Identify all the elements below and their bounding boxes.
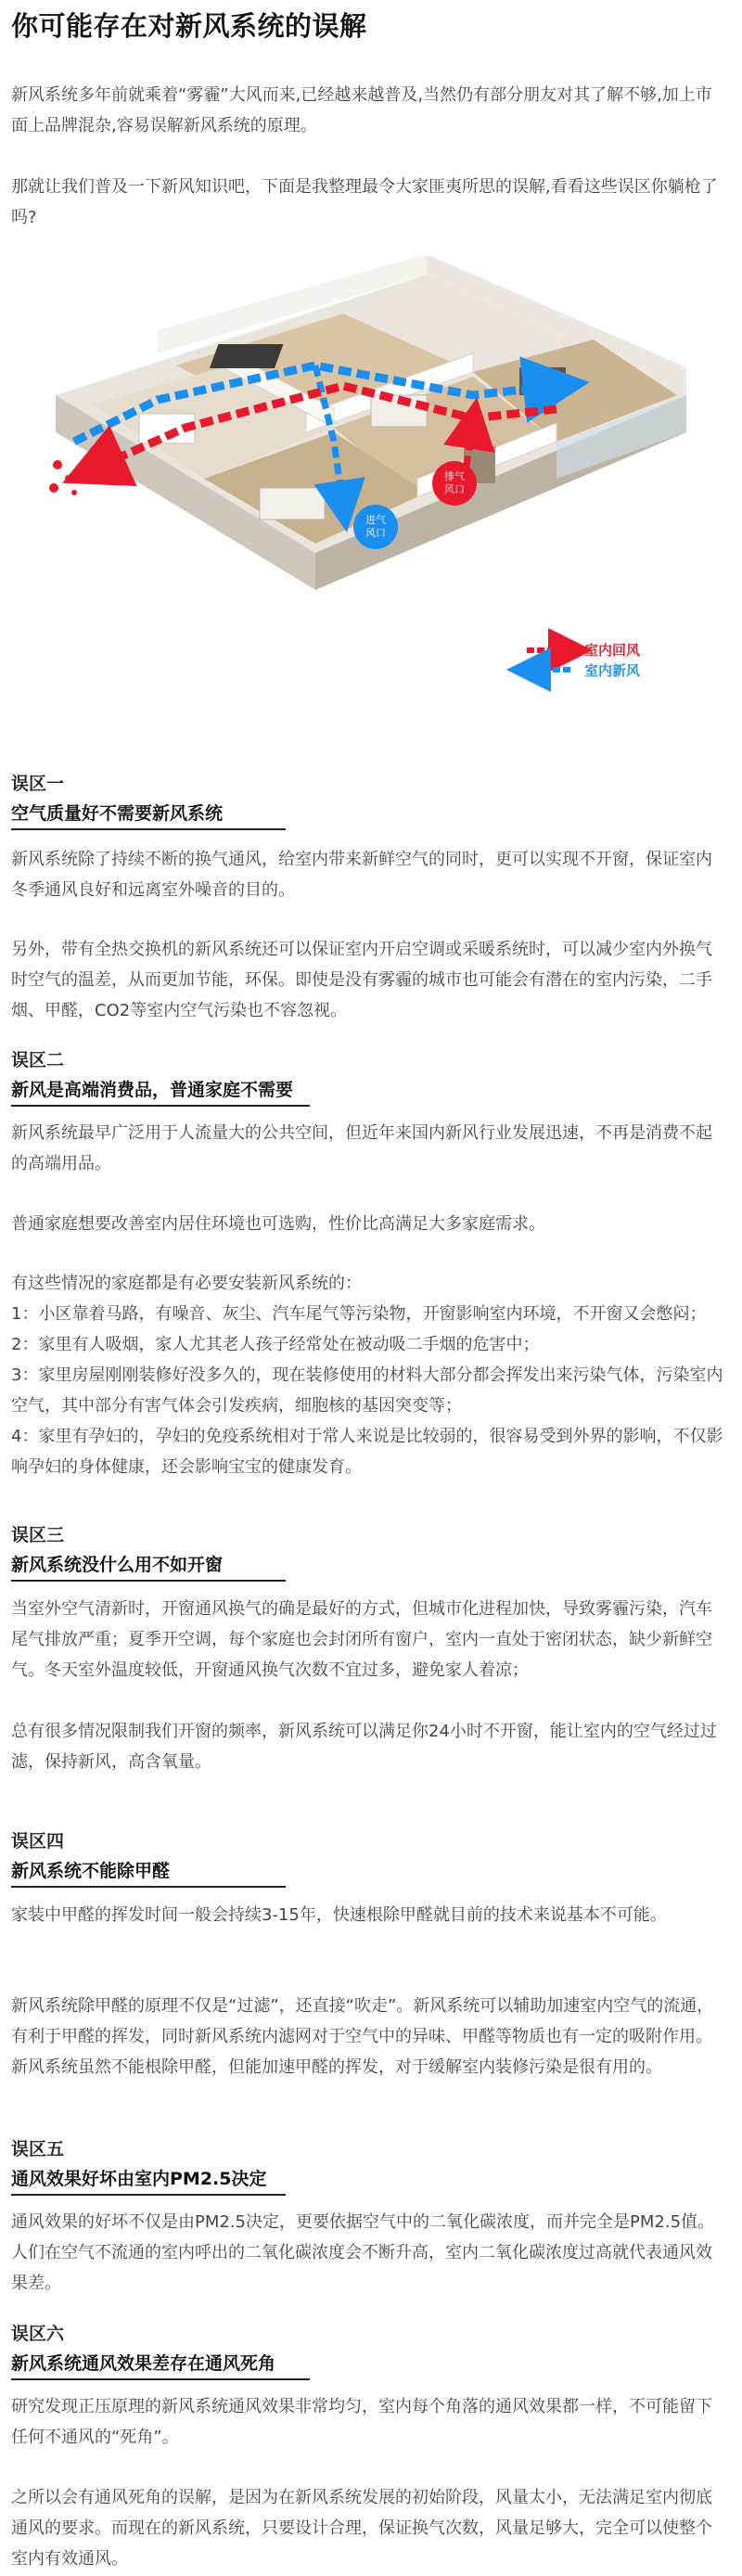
legend-fresh-air: 室内新风 xyxy=(584,662,641,679)
heading-underline xyxy=(11,828,286,830)
section-paragraph: 通风效果的好坏不仅是由PM2.5决定，更要依据空气中的二氧化碳浓度，而并完全是PM2.5值。人们在空气不流通的室内呼出的二氧化碳浓度会不断升高，室内二氧化碳浓度过高就代表通风效果差。 xyxy=(11,2212,715,2293)
section-label: 误区四 xyxy=(11,1831,65,1852)
section-heading: 新风系统通风效果差存在通风死角 xyxy=(11,2353,276,2374)
section-paragraph: 另外，带有全热交换机的新风系统还可以保证室内开启空调或采暖系统时，可以减少室内外换气时空气的温差，从而更加节能，环保。即使是没有雾霾的城市也可能会有潜在的室内污染，二手烟、甲醛，CO2等室内空气污染也不容忽视。 xyxy=(11,940,712,1020)
section-label: 误区三 xyxy=(11,1525,65,1545)
fresh-air-system-illustration xyxy=(37,256,705,692)
section-paragraph: 新风系统最早广泛用于人流量大的公共空间，但近年来国内新风行业发展迅速，不再是消费不起的高端用品。 xyxy=(11,1123,712,1173)
section-heading: 新风系统不能除甲醛 xyxy=(11,1861,171,1881)
heading-underline xyxy=(11,1105,310,1107)
intake-vent-label-line1: 进气 xyxy=(365,514,386,526)
legend-return-air: 室内回风 xyxy=(584,642,641,659)
section-heading: 新风系统没什么用不如开窗 xyxy=(11,1555,224,1575)
section-paragraph: 新风系统除了持续不断的换气通风，给室内带来新鲜空气的同时，更可以实现不开窗，保证室内冬季通风良好和远离室外噪音的目的。 xyxy=(11,850,712,900)
section-label: 误区六 xyxy=(11,2324,65,2344)
section-heading: 新风是高端消费品，普通家庭不需要 xyxy=(11,1080,294,1100)
section-heading: 通风效果好坏由室内PM2.5决定 xyxy=(11,2169,267,2189)
section-paragraph: 研究发现正压原理的新风系统通风效果非常均匀，室内每个角落的通风效果都一样，不可能留下任何不通风的“死角”。 xyxy=(11,2397,712,2447)
heading-underline xyxy=(11,2378,310,2380)
exhaust-vent-label-line1: 排气 xyxy=(444,470,465,482)
section-paragraph: 新风系统除甲醛的原理不仅是“过滤”，还直接“吹走”。新风系统可以辅助加速室内空气的流通，有利于甲醛的挥发，同时新风系统内滤网对于空气中的异味、甲醛等物质也有一定的吸附作用。新风系统虽然不能根除甲醛，但能加速甲醛的挥发，对于缓解室内装修污染是很有用的。 xyxy=(11,1996,714,2077)
section-paragraph: 普通家庭想要改善室内居住环境也可选购，性价比高满足大多家庭需求。 xyxy=(11,1214,545,1234)
intro-paragraph: 新风系统多年前就乘着“雾霾”大风而来,已经越来越普及,当然仍有部分朋友对其了解不够,加上市面上品牌混杂,容易误解新风系统的原理。 xyxy=(11,85,712,135)
page-title: 你可能存在对新风系统的误解 xyxy=(11,10,367,42)
heading-underline xyxy=(11,1886,286,1888)
section-paragraph: 当室外空气清新时，开窗通风换气的确是最好的方式，但城市化进程加快，导致雾霾污染，汽车尾气排放严重；夏季开空调，每个家庭也会封闭所有窗户，室内一直处于密闭状态，缺少新鲜空气。冬天室外温度较低，开窗通风换气次数不宜过多，避免家人着凉； xyxy=(11,1599,712,1680)
section-paragraph: 之所以会有通风死角的误解，是因为在新风系统发展的初始阶段，风量太小，无法满足室内彻底通风的要求。而现在的新风系统，只要设计合理，保证换气次数，风量足够大，完全可以使整个室内有效通风。 xyxy=(11,2488,712,2569)
section-label: 误区二 xyxy=(11,1050,65,1070)
heading-underline xyxy=(11,2194,286,2196)
heading-underline xyxy=(11,1580,286,1582)
apartment-cutaway-image xyxy=(37,256,705,692)
section-paragraph: 家装中甲醛的挥发时间一般会持续3-15年，快速根除甲醛就目前的技术来说基本不可能。 xyxy=(11,1905,667,1925)
exhaust-vent-label-line2: 风口 xyxy=(444,483,465,495)
section-label: 误区五 xyxy=(11,2139,65,2159)
section-heading: 空气质量好不需要新风系统 xyxy=(11,803,224,824)
intake-vent-label-line2: 风口 xyxy=(365,527,386,539)
intro-paragraph: 那就让我们普及一下新风知识吧，下面是我整理最令大家匪夷所思的误解,看看这些误区你躺枪了吗? xyxy=(11,177,718,227)
section-paragraph: 有这些情况的家庭都是有必要安装新风系统的： 1：小区靠着马路，有噪音、灰尘、汽车尾气等污染物，开窗影响室内环境，不开窗又会憋闷； 2：家里有人吸烟，家人尤其老人孩子经常处在被动吸二手烟的危害中； 3：家里房屋刚刚装修好没多久的，现在装修使用的材料大部分都会挥发出来污染气体，污染室内空气，其中部分有害气体会引发疾病，细胞核的基因突变等； 4：家里有孕妇的，孕妇的免疫系统相对于常人来说是比较弱的，很容易受到外界的影响，不仅影响孕妇的身体健康，还会影响宝宝的健康发育。 xyxy=(11,1274,723,1477)
section-paragraph: 总有很多情况限制我们开窗的频率，新风系统可以满足你24小时不开窗，能让室内的空气经过过滤，保持新风，高含氧量。 xyxy=(11,1722,717,1772)
section-label: 误区一 xyxy=(11,774,65,794)
